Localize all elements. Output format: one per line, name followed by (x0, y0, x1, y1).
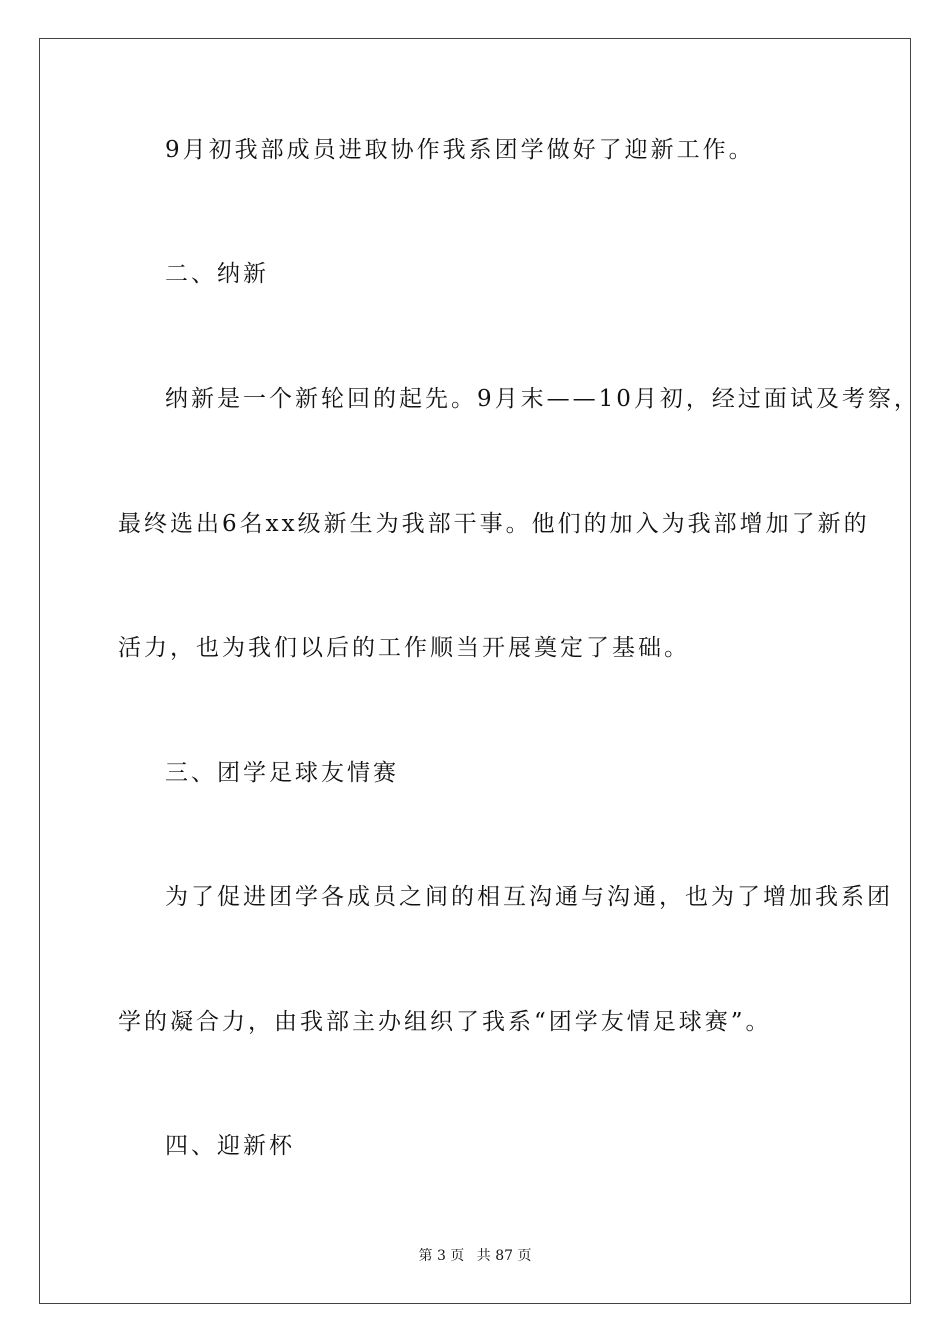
section-heading: 三、团学足球友情赛 (165, 760, 399, 786)
page-footer (0, 1245, 950, 1265)
section-heading: 四、迎新杯 (165, 1133, 295, 1159)
paragraph-line: 学的凝合力，由我部主办组织了我系“团学友情足球赛”。 (118, 1009, 772, 1035)
total-pages: 共 87 页 (476, 1248, 532, 1264)
page-number: 第 3 页 (418, 1248, 465, 1264)
paragraph-line: 最终选出6名xx级新生为我部干事。他们的加入为我部增加了新的 (118, 511, 870, 537)
page-border (39, 38, 911, 1304)
paragraph-line: 为了促进团学各成员之间的相互沟通与沟通，也为了增加我系团 (165, 884, 893, 910)
paragraph-line: 纳新是一个新轮回的起先。9月末——10月初，经过面试及考察， (165, 386, 920, 412)
paragraph-line: 活力，也为我们以后的工作顺当开展奠定了基础。 (118, 635, 690, 661)
section-heading: 二、纳新 (165, 261, 269, 287)
paragraph-line: 9月初我部成员进取协作我系团学做好了迎新工作。 (165, 137, 755, 163)
